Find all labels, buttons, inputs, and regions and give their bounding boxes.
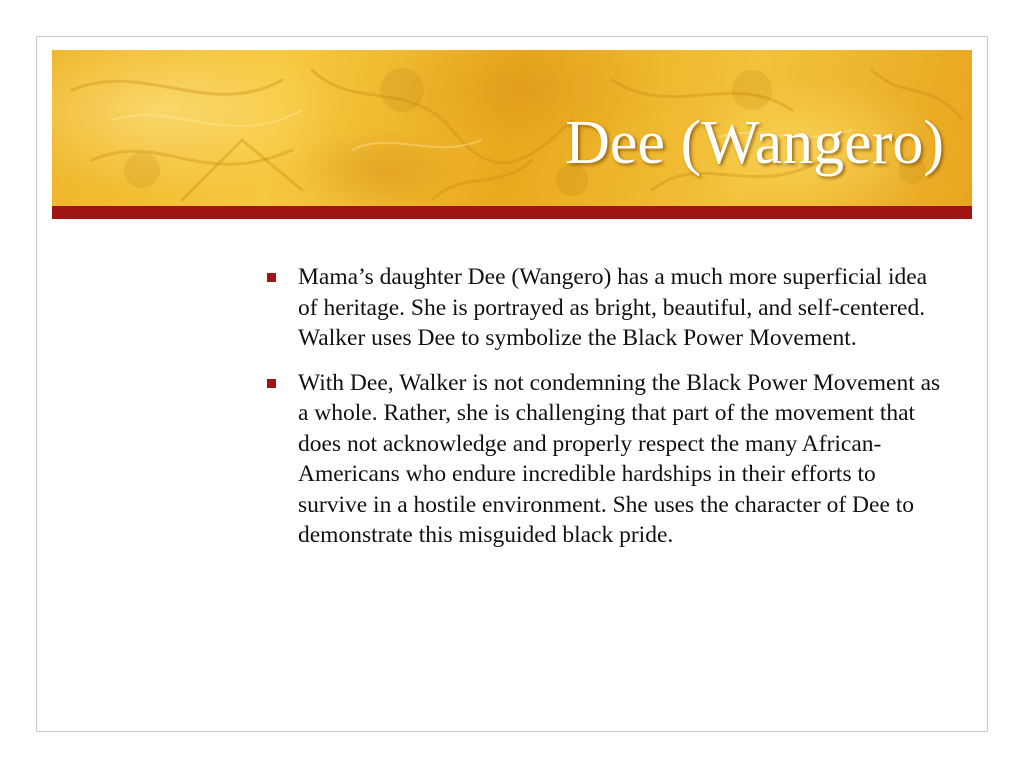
title-banner	[52, 50, 972, 206]
bullet-text: With Dee, Walker is not condemning the Black Power Movement as a whole. Rather, she is challenging that part of the movement that does not acknowledge and properly respect the many African-Americans who endure incredible hardships in their efforts to survive in a hostile environment. She uses the character of Dee to demonstrate this misguided black pride.	[298, 369, 941, 548]
title-accent-bar	[52, 206, 972, 219]
square-bullet-icon	[267, 379, 276, 388]
slide-content	[262, 262, 942, 565]
bullet-item	[262, 368, 942, 551]
bullet-list	[262, 262, 942, 551]
square-bullet-icon	[267, 273, 276, 282]
slide-title: Dee (Wangero)	[565, 109, 944, 177]
bullet-text: Mama’s daughter Dee (Wangero) has a much more superficial idea of heritage. She is portrayed as bright, beautiful, and self-centered. Walker uses Dee to symbolize the Black Power Movement.	[298, 264, 928, 351]
bullet-item	[262, 262, 942, 354]
